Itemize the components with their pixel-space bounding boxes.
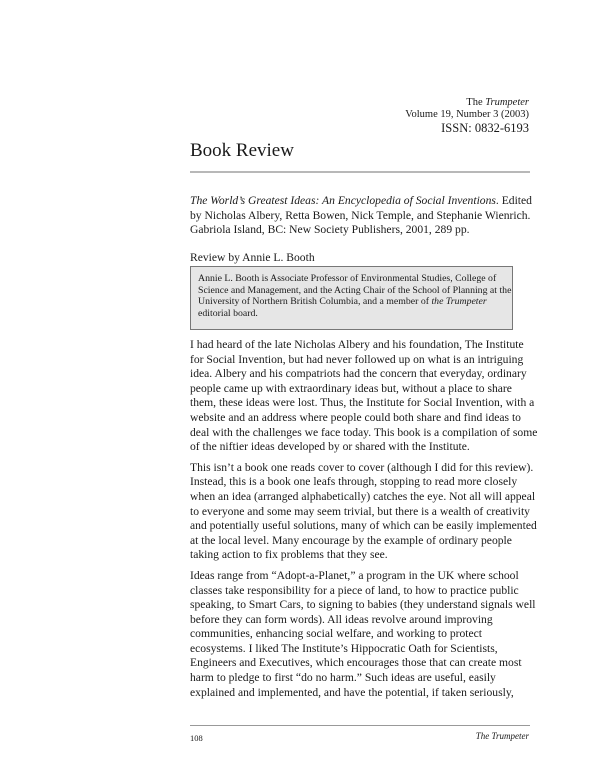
bio-text: Annie L. Booth is Associate Professor of Environmental Studies, College of Science and Management, and the Acting Chair of the School of Planning at the University of Northern British Columbia, and a member of [198,273,512,308]
bio-suffix: editorial board. [198,307,258,319]
paragraph: This isn’t a book one reads cover to cover (although I did for this review). Instead, this is a book one leafs through, stopping to read more closely when an idea (arranged alphabetically) catches the eye. Not all will appeal to everyone and some may seem trivial, but there is a wealth of creativity and potentially useful solutions, many of which can be easily implemented at the local level. Many encourage by the example of ordinary people taking action to fix problems that they see. [190,460,537,562]
bio-emphasis: the Trumpeter [431,296,487,308]
page-number: 108 [190,733,203,743]
page-title: Book Review [190,140,294,161]
paragraph: I had heard of the late Nicholas Albery and his foundation, The Institute for Social Invention, but had never followed up on what is an intriguing idea. Albery and his compatriots had the concern that everyday, ordinary people came up with extraordinary ideas but, without a place to share them, these ideas were lost. Thus, the Institute for Social Invention, with a website and an address where people could both share and find ideas to deal with the challenges we face today. This book is a compilation of some of the niftier ideas developed by or shared with the Institute. [190,338,538,454]
issn: ISSN: 0832-6193 [441,121,529,135]
paragraph: Ideas range from “Adopt-a-Planet,” a program in the UK where school classes take responsibility for a piece of land, to how to practice public speaking, to Smart Cars, to signing to babies (they understand signals well before they can form words). All ideas revolve around improving communities, enhancing social welfare, and working to protect ecosystems. I liked The Institute’s Hippocratic Oath for Scientists, Engineers and Executives, which encourages those that can create most harm to pledge to first “do no harm.” Such ideas are useful, easily explained and implemented, and have the potential, if taken seriously, [190,568,536,699]
journal-name: The Trumpeter [466,97,529,108]
footer-divider [190,725,530,726]
title-divider [190,171,530,173]
book-title: The World’s Greatest Ideas: An Encyclopedia of Social Inventions [190,194,496,207]
book-citation [190,194,535,238]
journal-header [405,97,529,136]
footer-journal: The Trumpeter [475,731,529,741]
reviewer-line: Review by Annie L. Booth [190,251,315,264]
citation-details: . Edited by Nicholas Albery, Retta Bowen, Nick Temple, and Stephanie Wienrich. Gabriola Island, BC: New Society Publishers, 2001, 289 pp. [190,194,532,236]
volume-info: Volume 19, Number 3 (2003) [405,109,529,120]
review-body [190,338,540,706]
author-bio-box [190,266,513,330]
